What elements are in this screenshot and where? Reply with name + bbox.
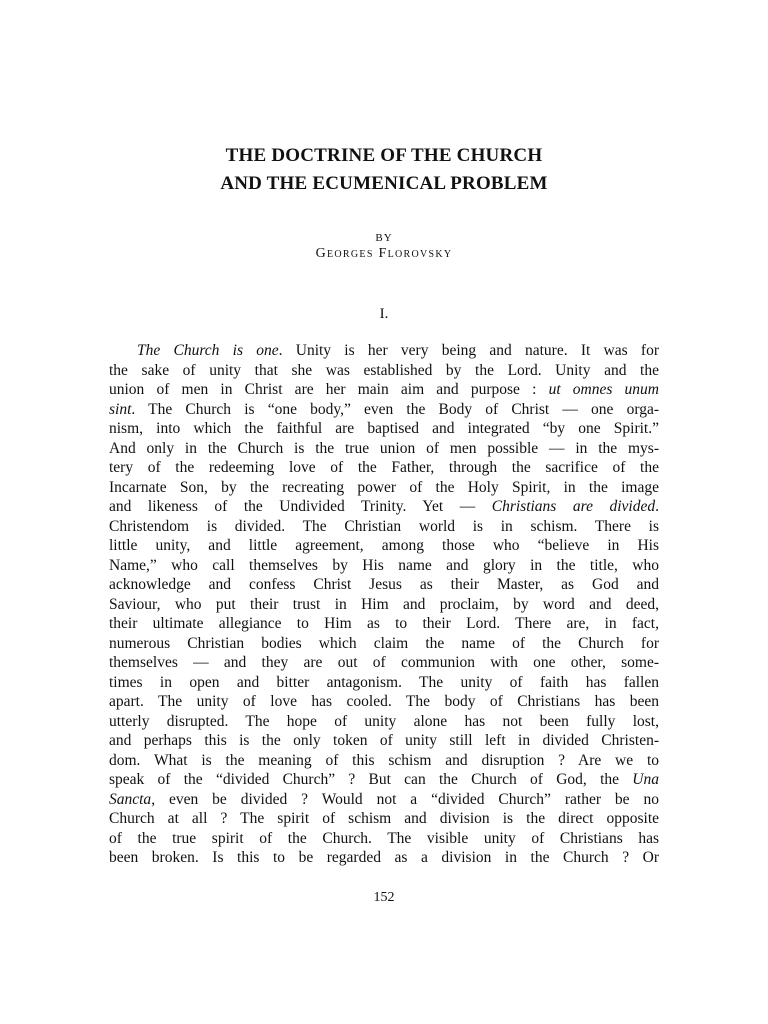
body-line — [109, 595, 659, 615]
body-line — [109, 848, 659, 868]
text-span: of the true spirit of the Church. The visible unity of Christians has — [109, 829, 659, 847]
text-span: Christendom is divided. The Christian world is in schism. There is — [109, 517, 659, 535]
author-name: Georges Florovsky — [315, 246, 453, 261]
body-line — [109, 497, 659, 517]
body-line — [109, 634, 659, 654]
text-span: tery of the redeeming love of the Father, through the sacrifice of the — [109, 459, 659, 476]
body-line — [109, 380, 659, 400]
body-line — [109, 517, 659, 537]
body-line — [109, 556, 659, 576]
italic-text: Christians are divided — [491, 498, 656, 515]
section-number: I. — [379, 306, 389, 322]
body-line — [109, 400, 659, 420]
body-line — [109, 653, 659, 673]
body-line — [109, 419, 659, 439]
italic-text: Una — [632, 771, 659, 788]
text-span: . The Church is “one body,” even the Body of Christ — one orga- — [131, 400, 659, 418]
italic-text: The Church is one — [137, 342, 279, 359]
text-span: utterly disrupted. The hope of unity alone has not been fully lost, — [109, 712, 659, 730]
body-line — [109, 673, 659, 693]
text-span: times in open and bitter antagonism. The unity of faith has fallen — [109, 673, 659, 691]
text-span: the sake of unity that she was established by the Lord. Unity and the — [109, 361, 659, 379]
italic-text: ut omnes unum — [548, 381, 660, 398]
text-span: Name,” who call themselves by His name and glory in the title, who — [109, 556, 659, 574]
text-span: little unity, and little agreement, among those who “believe in His — [109, 537, 659, 554]
page-number: 152 — [373, 890, 395, 905]
body-line — [109, 751, 659, 771]
body-line — [109, 692, 659, 712]
body-line — [109, 341, 659, 361]
text-span: Saviour, who put their trust in Him and proclaim, by word and deed, — [109, 595, 659, 613]
body-line — [109, 770, 659, 790]
body-line — [109, 458, 659, 478]
body-line — [109, 439, 659, 459]
text-span: . — [655, 498, 659, 515]
text-span: acknowledge and confess Christ Jesus as their Master, as God and — [109, 576, 659, 593]
body-line — [109, 731, 659, 751]
body-line — [109, 536, 659, 556]
text-span: themselves — and they are out of communion with one other, some- — [109, 654, 659, 671]
body-line — [109, 809, 659, 829]
text-span: and perhaps this is the only token of unity still left in divided Christen- — [109, 732, 659, 749]
text-span: numerous Christian bodies which claim the name of the Church for — [109, 634, 659, 652]
text-span: apart. The unity of love has cooled. The body of Christians has been — [109, 693, 659, 710]
byline: BY — [375, 232, 393, 244]
text-span: union of men in Christ are her main aim and purpose : — [109, 381, 549, 398]
body-line — [109, 790, 659, 810]
text-span: Church at all ? The spirit of schism and division is the direct opposite — [109, 810, 659, 827]
body-line — [109, 478, 659, 498]
text-span: speak of the “divided Church” ? But can the Church of God, the — [109, 771, 633, 788]
article-title-line-1: THE DOCTRINE OF THE CHURCH — [225, 145, 543, 166]
text-span: been broken. Is this to be regarded as a division in the Church ? Or — [109, 849, 659, 866]
text-span: Incarnate Son, by the recreating power of the Holy Spirit, in the image — [109, 478, 659, 496]
body-text — [109, 341, 659, 868]
text-span: , even be divided ? Would not a “divided Church” rather be no — [151, 790, 659, 808]
body-line — [109, 614, 659, 634]
body-line — [109, 575, 659, 595]
text-span: nism, into which the faithful are baptised and integrated “by one Spirit.” — [109, 420, 659, 437]
body-line — [109, 712, 659, 732]
text-span: dom. What is the meaning of this schism and disruption ? Are we to — [109, 751, 659, 769]
italic-text: sint — [109, 400, 132, 418]
italic-text: Sancta — [109, 790, 152, 808]
body-line — [109, 829, 659, 849]
text-span: and likeness of the Undivided Trinity. Yet — — [109, 498, 492, 515]
text-span: their ultimate allegiance to Him as to their Lord. There are, in fact, — [109, 615, 659, 632]
body-line — [109, 361, 659, 381]
article-title-line-2: AND THE ECUMENICAL PROBLEM — [220, 173, 548, 194]
text-span: And only in the Church is the true union of men possible — in the mys- — [109, 439, 659, 457]
text-span: . Unity is her very being and nature. It was for — [278, 342, 659, 359]
